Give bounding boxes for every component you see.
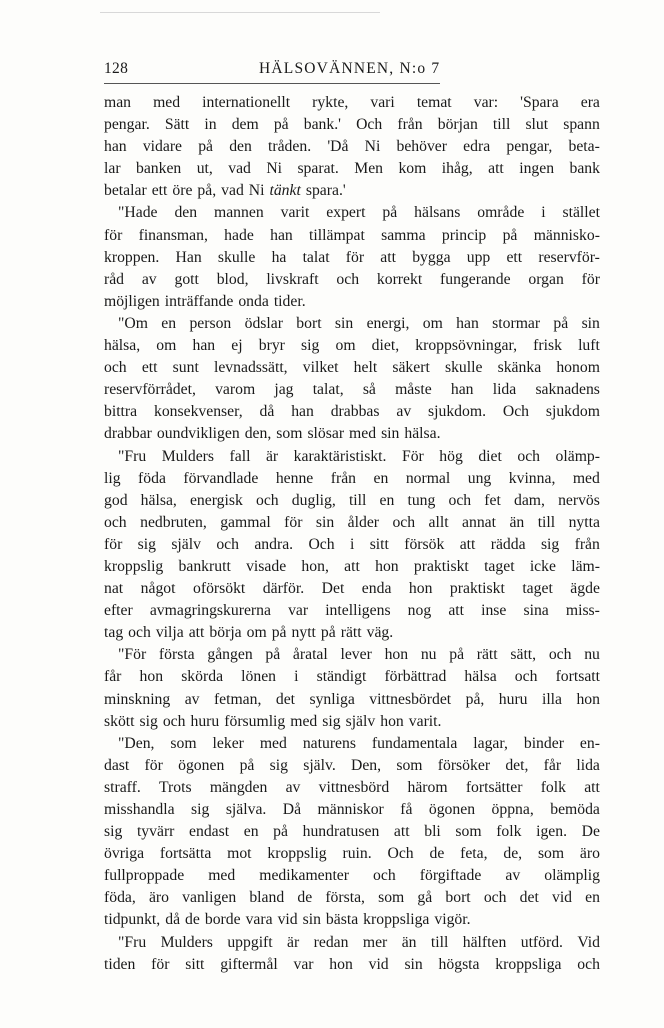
page-header — [104, 60, 600, 82]
text-line: "Om en person ödslar bort sin energi, om han stormar på sin — [118, 314, 600, 332]
text-line: och ett sunt levnadssätt, vilket helt säkert skulle skänka honom — [104, 359, 600, 377]
text-line: för finansman, hade han tillämpat samma princip på människo- — [104, 226, 600, 244]
text-line: "Den, som leker med naturens fundamentala lagar, binder en- — [118, 734, 600, 752]
text-line: hälsa, om han ej bryr sig om diet, kroppsövningar, frisk luft — [104, 337, 600, 355]
text-line: "Hade den mannen varit expert på hälsans område i stället — [118, 204, 600, 222]
text-line: man med internationellt rykte, vari temat var: 'Spara era — [104, 94, 600, 111]
text-line: reservförrådet, varom jag talat, så måste han lida saknadens — [104, 381, 600, 399]
text-line: kroppslig bankrutt visade hon, att hon praktiskt taget icke läm- — [104, 557, 600, 575]
text-line: lig föda förvandlade henne från en normal ung kvinna, med — [104, 469, 600, 487]
text-line: råd av gott blod, livskraft och korrekt fungerande organ för — [104, 270, 600, 288]
text-line: möjligen inträffande onda tider. — [104, 292, 306, 310]
text-line: kroppen. Han skulle ha talat för att bygga upp ett reservför- — [104, 248, 600, 266]
text-line: skött sig och huru försumlig med sig själv hon varit. — [104, 712, 442, 730]
text-line: "Fru Mulders uppgift är redan mer än till hälften utförd. Vid — [118, 933, 600, 951]
body-text — [104, 92, 600, 976]
text-line: tiden för sitt giftermål var hon vid sin högsta kroppsliga och — [104, 955, 600, 973]
text-line: pengar. Sätt in dem på bank.' Och från början till slut spann — [104, 116, 600, 134]
text-line: tag och vilja att börja om på nytt på rätt väg. — [104, 624, 394, 642]
text-line: övriga fortsätta mot kroppslig ruin. Och de feta, de, som äro — [104, 845, 600, 863]
text-line: "För första gången på åratal lever hon nu på rätt sätt, och nu — [118, 646, 600, 664]
text-line: och nedbruten, gammal för sin ålder och allt annat än till nytta — [104, 513, 600, 531]
text-line: god hälsa, energisk och duglig, till en tung och fet dam, nervös — [104, 491, 600, 509]
text-line: lar banken ut, vad Ni sparat. Men kom ihåg, att ingen bank — [104, 160, 600, 178]
text-line: dast för ögonen på sig själv. Den, som försöker det, får lida — [104, 756, 600, 774]
running-title: HÄLSOVÄNNEN, N:o 7 — [259, 60, 441, 77]
text-line: "Fru Mulders fall är karaktäristiskt. För hög diet och olämp- — [118, 447, 600, 465]
text-line: fullproppade med medikamenter och förgiftade av olämplig — [104, 867, 600, 885]
scan-edge-line — [100, 12, 380, 13]
text-line: föda, äro vanligen bland de första, som gå bort och det vid en — [104, 889, 600, 907]
text-line: misshandla sig själva. Då människor få ögonen öppna, bemöda — [104, 801, 600, 818]
text-line: minskning av fetman, det synliga vittnesbördet på, huru illa hon — [104, 690, 600, 708]
page-number: 128 — [104, 60, 129, 77]
text-line: nat något oförsökt därför. Det enda hon praktiskt taget ägde — [104, 580, 600, 598]
text-line: bittra konsekvenser, då han drabbas av sjukdom. Och sjukdom — [104, 403, 600, 421]
text-line: han vidare på den tråden. 'Då Ni behöver edra pengar, beta- — [104, 138, 600, 156]
text-line: för sig själv och andra. Och i sitt försök att rädda sig från — [104, 535, 600, 553]
text-line: sig tyvärr endast en på hundratusen att bli som folk igen. De — [104, 823, 600, 841]
text-line: efter avmagringskurerna var intelligens nog att inse sina miss- — [104, 602, 600, 620]
text-line: straff. Trots mängden av vittnesbörd härom fortsätter folk att — [104, 778, 600, 796]
text-line: betalar ett öre på, vad Ni tänkt spara.' — [104, 182, 346, 200]
header-rule — [104, 83, 440, 84]
text-line: tidpunkt, då de borde vara vid sin bästa kroppsliga vigör. — [104, 911, 471, 929]
text-line: får hon skörda lönen i ständigt förbättrad hälsa och fortsatt — [104, 668, 600, 686]
text-line: drabbar oundvikligen den, som slösar med sin hälsa. — [104, 425, 441, 443]
